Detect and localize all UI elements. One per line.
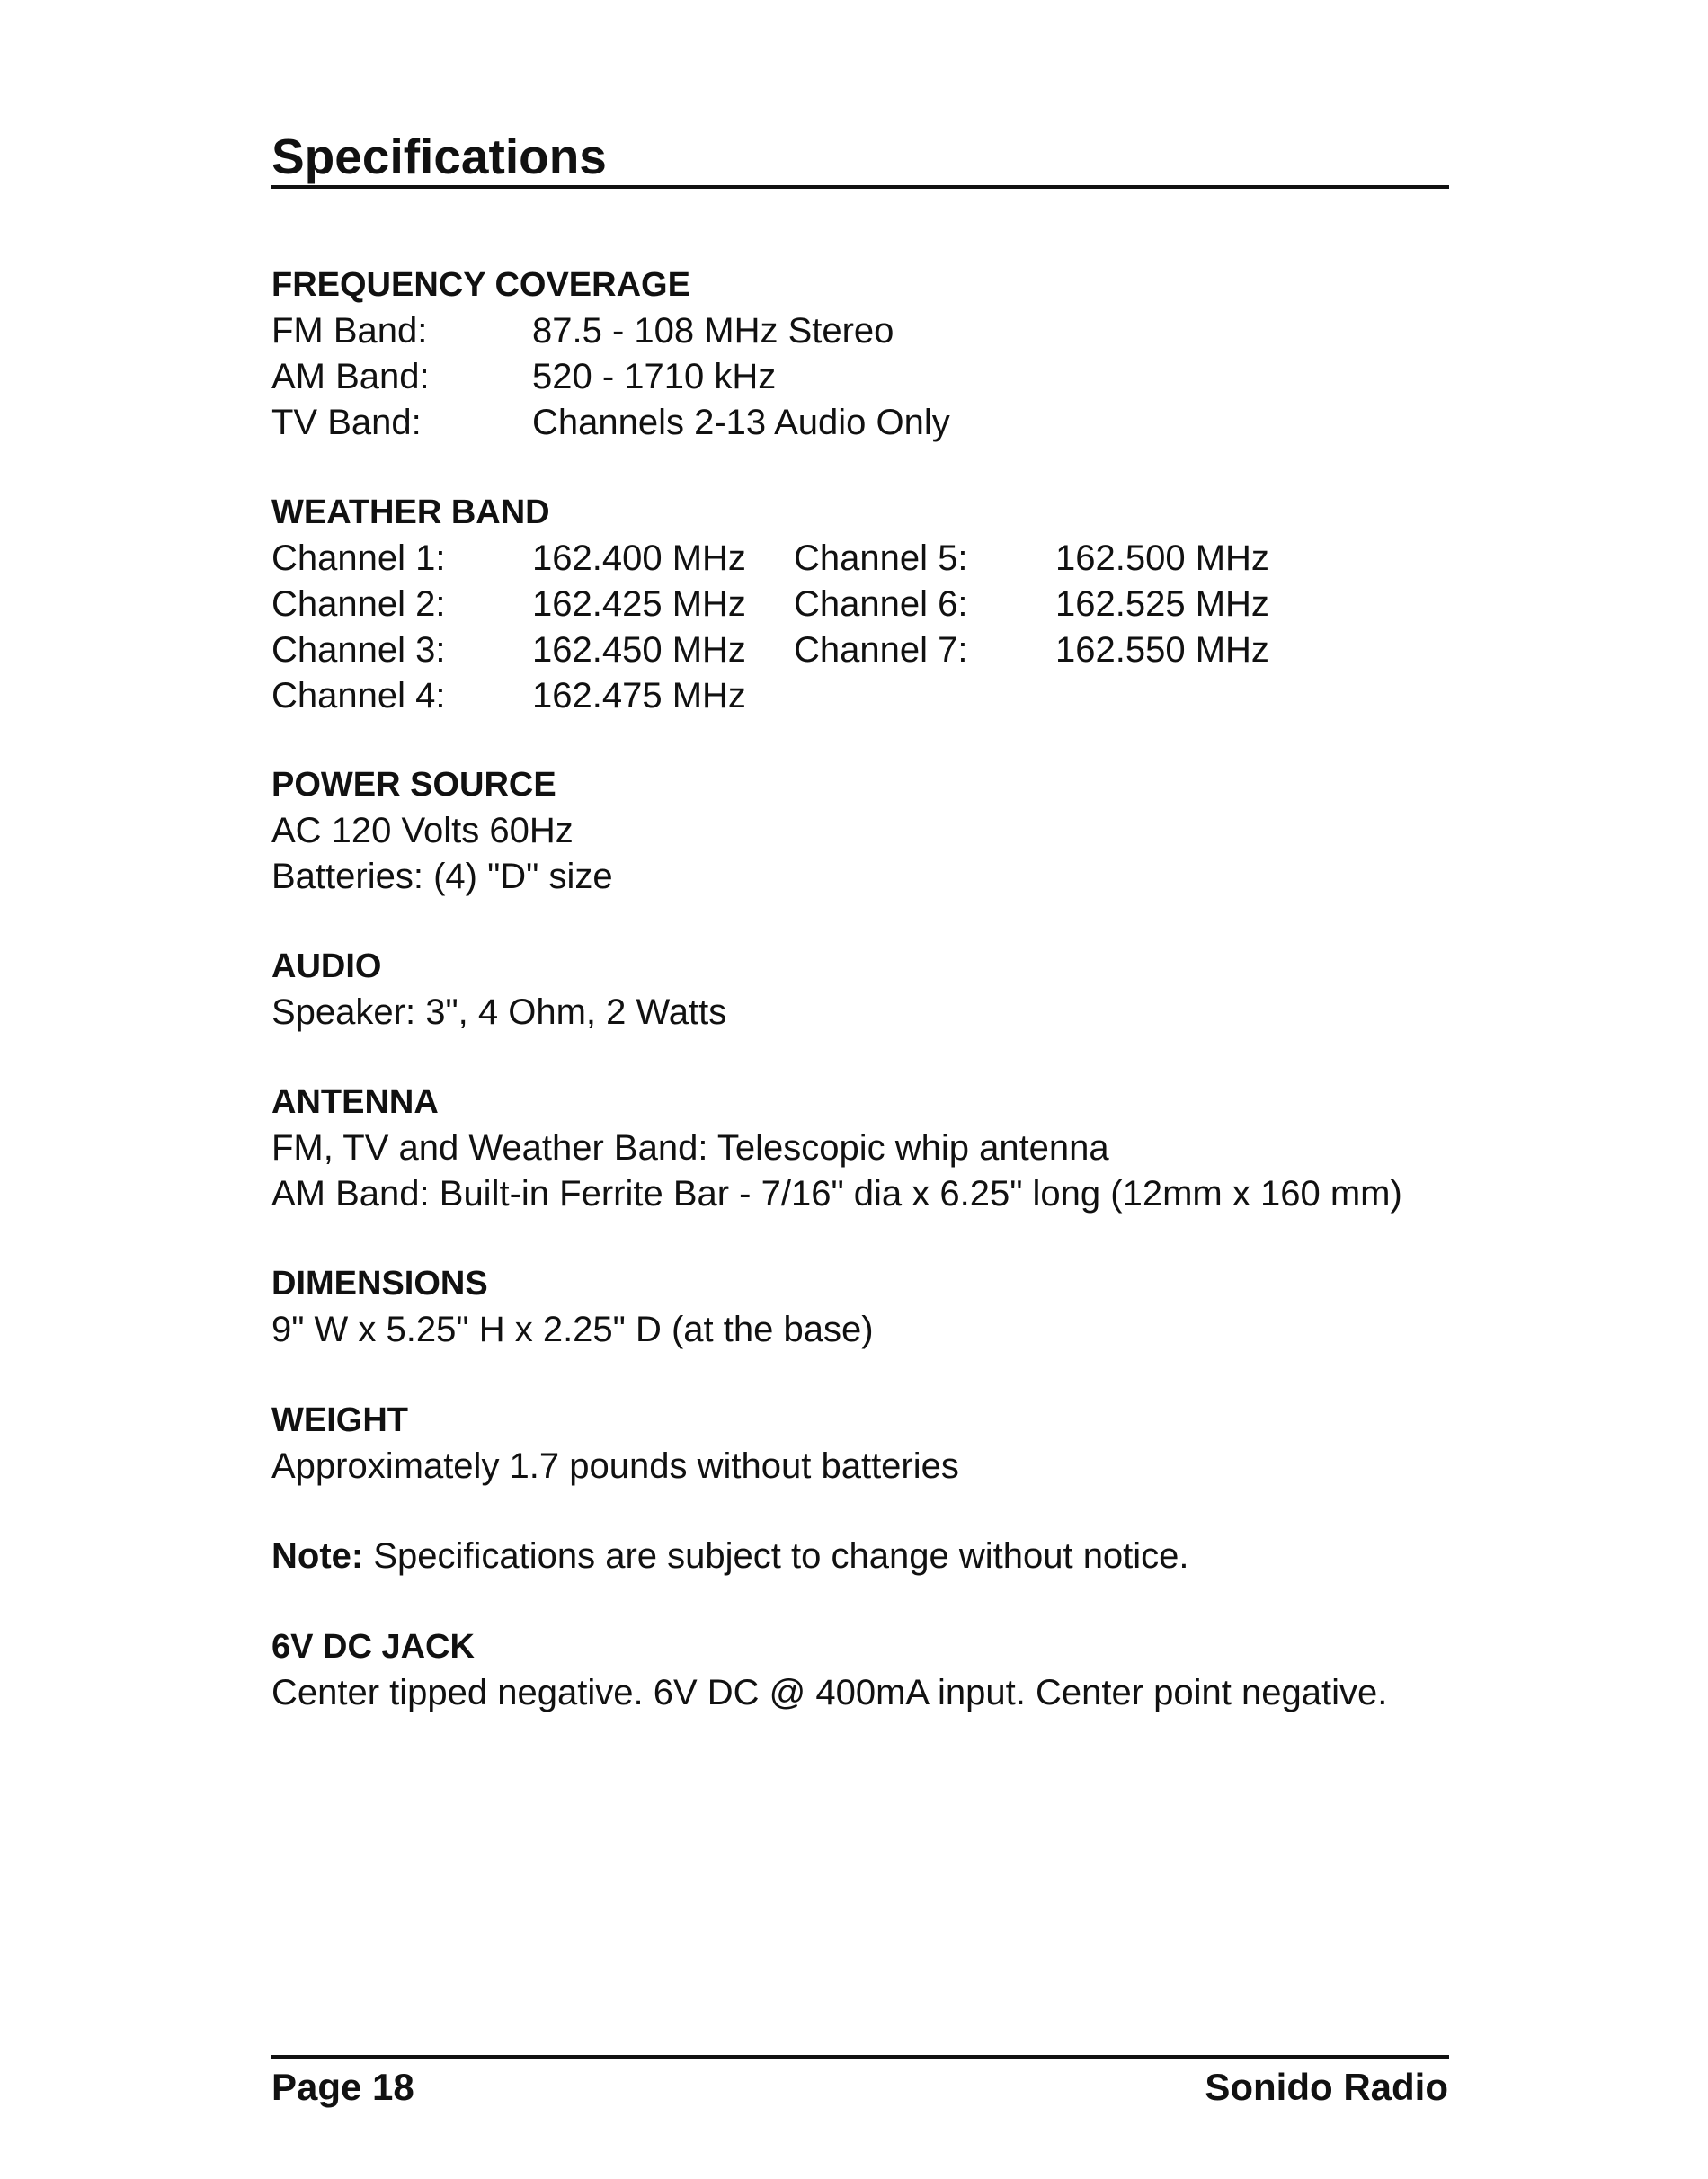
channel-label: Channel 5: <box>794 538 968 578</box>
power-heading: POWER SOURCE <box>271 766 556 804</box>
spec-label: TV Band: <box>271 403 422 442</box>
channel-frequency: 162.475 MHz <box>532 676 746 716</box>
channel-label: Channel 1: <box>271 538 446 578</box>
channel-label: Channel 4: <box>271 676 446 716</box>
channel-label: Channel 3: <box>271 630 446 670</box>
note-text: Specifications are subject to change without notice. <box>363 1536 1189 1576</box>
channel-label: Channel 7: <box>794 630 968 670</box>
spec-row <box>271 400 1449 446</box>
audio-section <box>271 944 1449 1036</box>
channel-row <box>271 582 1449 627</box>
power-section <box>271 762 1449 900</box>
channel-label: Channel 6: <box>794 584 968 624</box>
spec-row <box>271 354 1449 400</box>
spec-label: AM Band: <box>271 357 430 396</box>
weight-section <box>271 1398 1449 1490</box>
channel-frequency: 162.550 MHz <box>1055 630 1269 670</box>
antenna-heading: ANTENNA <box>271 1083 439 1121</box>
frequency-section <box>271 262 1449 446</box>
channel-row <box>271 627 1449 673</box>
channel-row <box>271 536 1449 582</box>
product-name: Sonido Radio <box>1205 2066 1448 2108</box>
spec-row <box>271 308 1449 354</box>
dc-jack-heading: 6V DC JACK <box>271 1628 475 1666</box>
weight-heading: WEIGHT <box>271 1401 408 1439</box>
power-line: Batteries: (4) "D" size <box>271 857 613 896</box>
weather-heading: WEATHER BAND <box>271 494 550 531</box>
weather-section <box>271 490 1449 719</box>
dc-jack-line: Center tipped negative. 6V DC @ 400mA input. Center point negative. <box>271 1673 1388 1712</box>
channel-label: Channel 2: <box>271 584 446 624</box>
note-line <box>271 1534 1449 1579</box>
power-line: AC 120 Volts 60Hz <box>271 811 574 850</box>
note-section <box>271 1534 1449 1579</box>
antenna-section <box>271 1080 1449 1217</box>
dimensions-line: 9" W x 5.25" H x 2.25" D (at the base) <box>271 1310 874 1349</box>
antenna-line: AM Band: Built-in Ferrite Bar - 7/16" dia x 6.25" long (12mm x 160 mm) <box>271 1174 1402 1214</box>
channel-frequency: 162.525 MHz <box>1055 584 1269 624</box>
channel-frequency: 162.450 MHz <box>532 630 746 670</box>
page-number: Page 18 <box>271 2066 414 2108</box>
channel-frequency: 162.500 MHz <box>1055 538 1269 578</box>
dimensions-heading: DIMENSIONS <box>271 1265 488 1303</box>
weight-line: Approximately 1.7 pounds without batteries <box>271 1446 959 1486</box>
note-label: Note: <box>271 1536 364 1576</box>
channel-frequency: 162.400 MHz <box>532 538 746 578</box>
spec-value: 87.5 - 108 MHz Stereo <box>532 311 894 351</box>
dc-jack-section <box>271 1624 1449 1716</box>
channel-row <box>271 673 1449 719</box>
dimensions-section <box>271 1261 1449 1353</box>
antenna-line: FM, TV and Weather Band: Telescopic whip antenna <box>271 1128 1109 1168</box>
spec-value: 520 - 1710 kHz <box>532 357 777 396</box>
audio-heading: AUDIO <box>271 947 382 985</box>
title-rule <box>271 185 1449 189</box>
spec-value: Channels 2-13 Audio Only <box>532 403 950 442</box>
channel-frequency: 162.425 MHz <box>532 584 746 624</box>
frequency-heading: FREQUENCY COVERAGE <box>271 266 690 304</box>
spec-label: FM Band: <box>271 311 428 351</box>
page-title: Specifications <box>271 129 607 184</box>
audio-line: Speaker: 3", 4 Ohm, 2 Watts <box>271 992 727 1032</box>
